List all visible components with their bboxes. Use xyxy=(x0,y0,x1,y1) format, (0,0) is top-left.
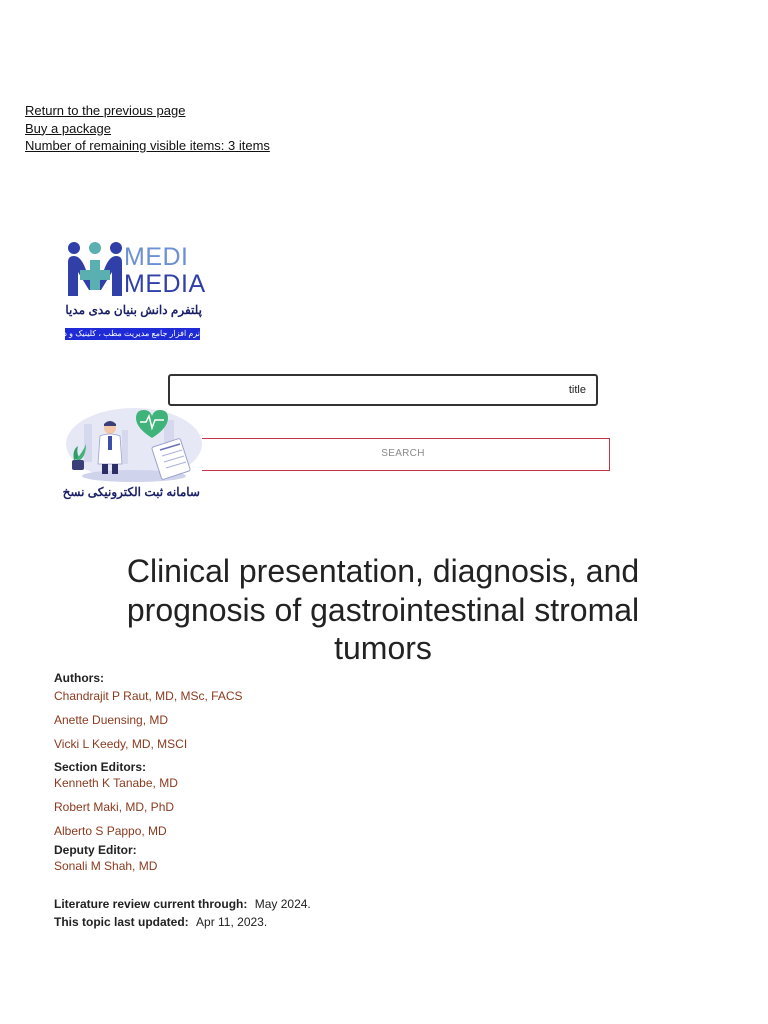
authors-label: Authors: xyxy=(54,671,104,685)
logo-band: نرم افزار جامع مدیریت مطب ، کلینیک و درمانگاه xyxy=(39,329,200,338)
authors-block xyxy=(54,670,354,752)
search-button[interactable]: SEARCH xyxy=(196,438,610,471)
author-link[interactable]: Vicki L Keedy, MD, MSCI xyxy=(54,737,188,751)
literature-review-value: May 2024. xyxy=(254,897,311,911)
deputy-editor-label: Deputy Editor: xyxy=(54,843,137,857)
banner-caption: سامانه ثبت الکترونیکی نسخ xyxy=(62,485,200,499)
author-link[interactable]: Anette Duensing, MD xyxy=(54,713,169,727)
deputy-editor-block xyxy=(54,842,354,874)
logo-word-medi: MEDI xyxy=(124,243,189,271)
last-updated-row xyxy=(54,913,454,931)
return-previous-page-link[interactable]: Return to the previous page xyxy=(25,103,186,118)
last-updated-value: Apr 11, 2023. xyxy=(196,915,268,929)
article-title: Clinical presentation, diagnosis, and prognosis of gastrointestinal stromal tumors xyxy=(126,553,640,666)
logo-mark-icon xyxy=(64,240,126,300)
prescription-banner[interactable] xyxy=(64,406,202,504)
literature-review-label: Literature review current through: xyxy=(54,897,248,911)
section-editor-link[interactable]: Kenneth K Tanabe, MD xyxy=(54,776,178,790)
search-input[interactable] xyxy=(168,374,598,406)
top-links xyxy=(25,102,270,155)
deputy-editor-link[interactable]: Sonali M Shah, MD xyxy=(54,859,158,873)
section-editors-block xyxy=(54,759,354,839)
author-link[interactable]: Chandrajit P Raut, MD, MSc, FACS xyxy=(54,689,243,703)
last-updated-label: This topic last updated: xyxy=(54,915,189,929)
section-editors-label: Section Editors: xyxy=(54,760,147,774)
section-editor-link[interactable]: Alberto S Pappo, MD xyxy=(54,824,167,838)
remaining-items-link[interactable]: Number of remaining visible items: 3 items xyxy=(25,138,270,153)
medimedia-logo[interactable] xyxy=(39,240,206,342)
logo-tagline: پلتفرم دانش بنیان مدی مدیا xyxy=(65,303,202,317)
review-block xyxy=(54,895,454,931)
literature-review-row xyxy=(54,895,454,913)
buy-package-link[interactable]: Buy a package xyxy=(25,120,112,136)
doctor-illustration-icon xyxy=(64,406,202,484)
section-editor-link[interactable]: Robert Maki, MD, PhD xyxy=(54,800,175,814)
logo-word-media: MEDIA xyxy=(124,270,206,298)
